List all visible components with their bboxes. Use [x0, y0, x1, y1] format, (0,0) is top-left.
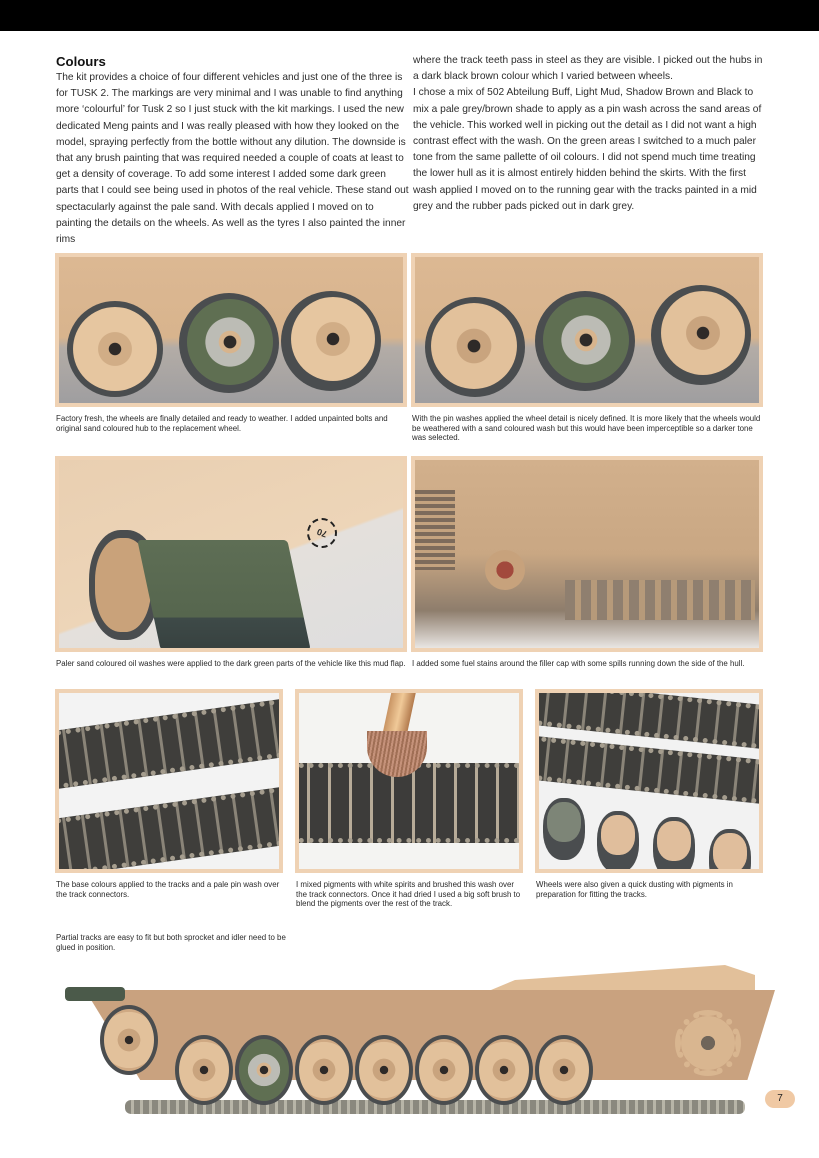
- body-text: I chose a mix of 502 Abteilung Buff, Light Mud, Shadow Brown and Black to mix a pale grey/brown shade to apply as a pin wash across the sand areas of the vehicle. This worked well in picking out the detail as I did not want a high contrast effect with the wash. On the green areas I switched to a much paler tone from the same pallette of oil colours. I did not spend much time treating the lower hull as it is almost entirely hidden behind the skirts. With the first wash applied I moved on to the running gear with the tracks painted in a mid grey and the rubber pads picked out in dark grey.: [413, 87, 762, 212]
- sprocket: [675, 1010, 741, 1076]
- page-number: 7: [765, 1090, 795, 1108]
- photo-caption: Wheels were also given a quick dusting with pigments in preparation for fitting the tracks.: [536, 880, 733, 899]
- photo-caption: Paler sand coloured oil washes were applied to the dark green parts of the vehicle like this mud flap.: [56, 659, 406, 668]
- grille: [415, 490, 455, 570]
- photo-wheels-pin-wash: [411, 253, 763, 407]
- body-text: where the track teeth pass in steel as they are visible. I picked out the hubs in a dark black brown colour which I varied between wheels.: [413, 55, 763, 83]
- header-bar: [0, 0, 819, 31]
- photo-wheels-factory: [55, 253, 407, 407]
- mud-flap-front: [65, 987, 125, 1001]
- photo-caption: I added some fuel stains around the filler cap with some spills running down the side of the hull.: [412, 659, 745, 668]
- vehicle-marking: 70: [303, 514, 341, 552]
- mud-flap-shape: [137, 540, 310, 648]
- photo-caption: Partial tracks are easy to fit but both sprocket and idler need to be glued in position.: [56, 933, 286, 952]
- article-right-column: [413, 53, 768, 215]
- photo-tracks-pigment-brush: [295, 689, 523, 873]
- photo-caption: With the pin washes applied the wheel detail is nicely defined. It is more likely that the wheels would be weathered with a sand coloured wash but this would have been imperceptible so a darker tone was selected.: [412, 414, 761, 443]
- body-text: The kit provides a choice of four different vehicles and just one of the three is for TUSK 2. The markings are very minimal and I was unable to find anything more ‘colourful’ for Tusk 2 so I just stuck with the kit markings. I used the new dedicated Meng paints and I was really pleased with how they looked on the model, spraying perfectly from the bottle without any dilution. The downside is that any brush painting that was required needed a couple of coats at least to get a density of coverage. To add some interest I added some dark green parts that I could see being used in photos of the real vehicle. These stand out spectacularly against the pale sand. With decals applied I moved on to painting the details on the wheels. As well as the tyres I also painted the inner rims: [56, 72, 409, 246]
- photo-hull-side: [55, 955, 785, 1135]
- photo-caption: The base colours applied to the tracks and a pale pin wash over the track connectors.: [56, 880, 280, 899]
- photo-wheels-dusting: [535, 689, 763, 873]
- photo-mud-flap: [55, 456, 407, 652]
- article-left-column: [56, 53, 411, 248]
- photo-fuel-stains: [411, 456, 763, 652]
- section-heading: Colours: [56, 54, 106, 69]
- track-links: [565, 580, 755, 620]
- photo-caption: I mixed pigments with white spirits and brushed this wash over the track connectors. Once it had dried I used a big soft brush to blend the pigments over the rest of the track.: [296, 880, 521, 909]
- photo-tracks-base: [55, 689, 283, 873]
- photo-caption: Factory fresh, the wheels are finally detailed and ready to weather. I added unpainted bolts and original sand coloured hub to the replacement wheel.: [56, 414, 388, 433]
- filler-cap: [485, 550, 525, 590]
